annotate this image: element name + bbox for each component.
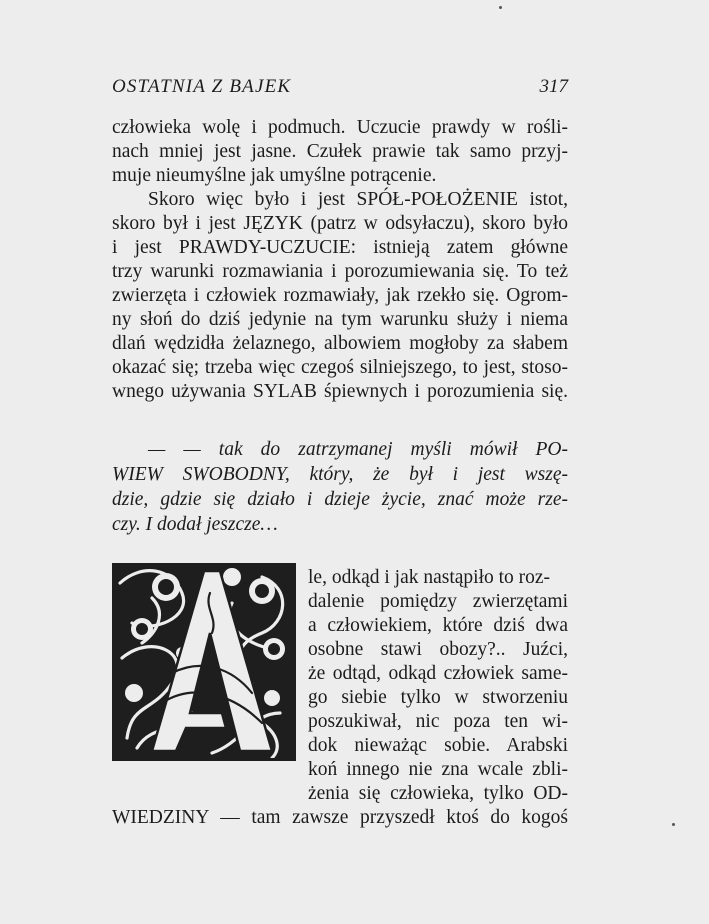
italic-line: WIEW SWOBODNY, który, że był i jest wszę- <box>112 464 568 485</box>
body-line: koń innego nie zna wcale zbli- <box>308 759 568 780</box>
body-line: osobne stawi obozy?.. Juźci, <box>308 639 568 660</box>
body-line: że odtąd, odkąd człowiek same- <box>308 663 568 684</box>
body-line: dalenie pomiędzy zwierzętami <box>308 591 568 612</box>
body-line: poszukiwał, nic poza ten wi- <box>308 711 568 732</box>
body-line: skoro był i jest JĘZYK (patrz w odsyłaczu), skoro było <box>112 213 568 234</box>
paper-speck <box>672 823 675 826</box>
body-line: dok nieważąc sobie. Arabski <box>308 735 568 756</box>
body-line: a człowiekiem, które dziś dwa <box>308 615 568 636</box>
body-line: trzy warunki rozmawiania i porozumiewania się. To też <box>112 261 568 282</box>
body-line: go siebie tylko w stworzeniu <box>308 687 568 708</box>
body-line: zwierzęta i człowiek rozmawiały, jak rzekło się. Ogrom- <box>112 285 568 306</box>
paper-speck <box>499 6 502 9</box>
body-line: nach mniej jest jasne. Czułek prawie tak samo przyj- <box>112 141 568 162</box>
ornamental-initial-illustration <box>112 563 296 761</box>
italic-line: — — tak do zatrzymanej myśli mówił PO- <box>148 439 568 460</box>
body-line: muje nieumyślne jak umyślne potrącenie. <box>112 165 437 186</box>
body-line: dlań wędzidła żelaznego, albowiem mogłoby za słabem <box>112 333 568 354</box>
body-line: Skoro więc było i jest SPÓŁ-POŁOŻENIE istot, <box>148 189 568 210</box>
decorated-initial-letter <box>112 563 296 761</box>
body-line: człowieka wolę i podmuch. Uczucie prawdy w rośli- <box>112 117 568 138</box>
body-line: okazać się; trzeba więc czegoś silniejszego, to jest, stoso- <box>112 357 568 378</box>
body-line: i jest PRAWDY-UCZUCIE: istnieją zatem główne <box>112 237 568 258</box>
body-line: ny słoń do dziś jedynie na tym warunku służy i niema <box>112 309 568 330</box>
body-line: WIEDZINY — tam zawsze przyszedł ktoś do kogoś <box>112 807 568 828</box>
italic-line: czy. I dodał jeszcze… <box>112 514 278 535</box>
italic-line: dzie, gdzie się działo i dzieje życie, znać może rze- <box>112 489 568 510</box>
body-line: le, odkąd i jak nastąpiło to roz- <box>308 567 551 588</box>
body-line: żenia się człowieka, tylko OD- <box>308 783 568 804</box>
page-number: 317 <box>539 76 568 97</box>
running-head <box>112 76 568 100</box>
running-title: OSTATNIA Z BAJEK <box>112 76 292 97</box>
body-line: wnego używania SYLAB śpiewnych i porozumienia się. <box>112 381 568 402</box>
